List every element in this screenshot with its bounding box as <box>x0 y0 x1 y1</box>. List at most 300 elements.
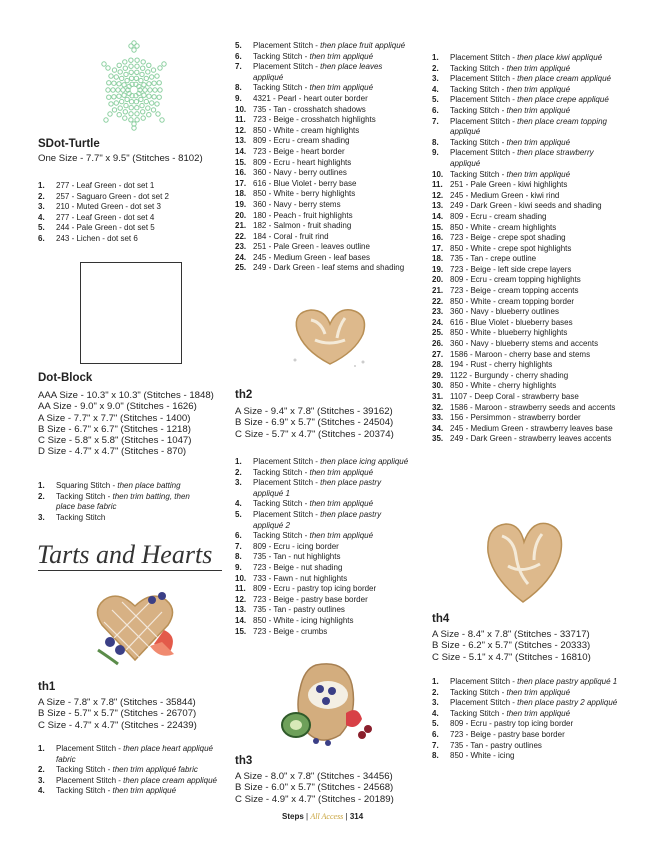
turtle-dot <box>139 97 143 101</box>
th3-title: th3 <box>235 755 253 767</box>
item-text: 210 - Muted Green - dot set 3 <box>56 202 161 212</box>
turtle-dot <box>120 99 124 103</box>
item-number: 13. <box>432 201 444 211</box>
item-instruction: then trim appliqué <box>506 708 571 718</box>
turtle-dot <box>147 94 151 98</box>
item-text: Tacking Stitch - <box>450 137 507 147</box>
turtle-dot <box>135 112 139 116</box>
item-text: Placement Stitch - <box>253 62 321 72</box>
list-item <box>432 741 622 752</box>
list-item <box>38 181 208 192</box>
list-item <box>235 136 410 147</box>
item-number: 29. <box>432 370 444 380</box>
item-instruction: then place cream appliqué <box>517 74 611 84</box>
size-line: D Size - 4.7" x 4.7" (Stitches - 870) <box>38 446 187 458</box>
item-text: 1586 - Maroon - strawberry seeds and accents <box>450 402 616 412</box>
turtle-dot <box>117 94 121 98</box>
list-item <box>235 468 413 479</box>
item-text: 1107 - Deep Coral - strawberry base <box>450 392 579 401</box>
list-item <box>38 744 218 765</box>
turtle-dot <box>123 60 127 64</box>
list-item <box>432 244 622 255</box>
sdot-turtle-title: SDot-Turtle <box>38 138 100 150</box>
item-instruction: then trim appliqué <box>506 105 571 115</box>
item-text: Placement Stitch - <box>253 457 321 466</box>
list-item <box>235 211 410 222</box>
list-item <box>432 297 622 308</box>
item-number: 1. <box>432 677 439 686</box>
item-number: 27. <box>432 349 444 359</box>
item-text: 809 - Ecru - icing border <box>253 541 339 551</box>
item-number: 23. <box>235 242 247 252</box>
item-number: 6. <box>432 105 439 115</box>
item-text: Placement Stitch - <box>450 116 518 126</box>
dot-block-swatch <box>80 262 182 364</box>
item-text: Tacking Stitch - <box>253 83 310 93</box>
list-item <box>432 719 622 730</box>
item-text: Tacking Stitch - <box>450 708 507 718</box>
item-text: 723 - Beige - pastry base border <box>253 594 368 604</box>
item-number: 17. <box>235 178 247 188</box>
list-item <box>235 552 413 563</box>
turtle-dot <box>107 95 111 99</box>
list-item <box>235 478 413 499</box>
item-number: 4. <box>38 212 45 222</box>
list-item <box>235 563 413 574</box>
item-text: 850 - White - icing highlights <box>253 615 354 625</box>
item-text: 182 - Salmon - fruit shading <box>253 221 352 231</box>
list-item <box>235 41 410 52</box>
list-item <box>235 574 413 585</box>
item-text: 277 - Leaf Green - dot set 1 <box>56 181 155 190</box>
item-text: 360 - Navy - blueberry stems and accents <box>450 339 599 349</box>
item-number: 5. <box>235 509 242 519</box>
item-number: 34. <box>432 423 444 433</box>
list-item <box>432 339 622 350</box>
turtle-dot <box>139 78 143 82</box>
item-instruction: then place pastry 2 appliqué <box>517 698 618 708</box>
turtle-dot <box>106 66 110 70</box>
turtle-dot <box>135 58 139 62</box>
turtle-dot <box>150 75 154 79</box>
list-item <box>38 786 218 797</box>
item-number: 3. <box>432 74 439 84</box>
list-item <box>432 371 622 382</box>
turtle-dot <box>152 81 156 85</box>
list-item <box>432 74 622 85</box>
item-text: 723 - Beige - left side crepe layers <box>450 264 572 274</box>
item-text: 735 - Tan - pastry outlines <box>450 740 542 750</box>
list-item <box>432 254 622 265</box>
list-item <box>235 457 413 468</box>
item-text: Tacking Stitch - <box>253 531 310 541</box>
list-item <box>432 95 622 106</box>
list-item <box>38 481 210 492</box>
item-text: 850 - White - cherry highlights <box>450 381 557 391</box>
item-instruction: then place strawberry appliqué <box>450 148 594 168</box>
turtle-dot <box>142 83 146 87</box>
item-instruction: then place leaves appliqué <box>253 62 383 82</box>
item-instruction: then place batting <box>117 481 181 490</box>
item-number: 12. <box>432 190 444 200</box>
item-number: 21. <box>432 286 444 296</box>
item-text: 723 - Beige - heart border <box>253 146 345 156</box>
turtle-dot <box>135 118 139 122</box>
item-number: 2. <box>235 467 242 477</box>
section-rule <box>38 570 222 571</box>
item-text: 180 - Peach - fruit highlights <box>253 210 353 220</box>
item-text: Placement Stitch - <box>450 148 518 158</box>
item-text: 251 - Pale Green - leaves outline <box>253 242 370 252</box>
item-number: 26. <box>432 339 444 349</box>
item-number: 1. <box>38 481 45 490</box>
item-text: 184 - Coral - fruit rind <box>253 231 329 241</box>
item-text: Tacking Stitch - <box>56 786 113 796</box>
th4-list <box>432 677 622 762</box>
item-instruction: then place crepe appliqué <box>517 95 609 105</box>
list-item <box>235 263 410 274</box>
dot-block-sizes <box>38 390 214 458</box>
item-number: 10. <box>235 573 247 583</box>
turtle-dot <box>117 113 121 117</box>
item-number: 25. <box>235 263 247 273</box>
list-item <box>235 105 410 116</box>
item-number: 4. <box>432 708 439 718</box>
list-item <box>432 350 622 361</box>
turtle-dot <box>107 81 111 85</box>
turtle-dot <box>122 93 126 97</box>
item-text: Squaring Stitch - <box>56 481 118 490</box>
turtle-dot <box>147 63 151 67</box>
item-text: Placement Stitch - <box>253 41 321 50</box>
item-number: 17. <box>432 243 444 253</box>
item-text: 809 - Ecru - pastry top icing border <box>253 584 377 594</box>
list-item <box>235 510 413 531</box>
turtle-dot <box>155 102 159 106</box>
item-text: 735 - Tan - crepe outline <box>450 254 537 264</box>
turtle-dot <box>151 108 155 112</box>
list-item <box>432 392 622 403</box>
item-text: 245 - Medium Green - kiwi rind <box>450 190 560 200</box>
item-number: 2. <box>38 765 45 775</box>
item-text: 251 - Pale Green - kiwi highlights <box>450 180 568 190</box>
turtle-dot <box>147 82 151 86</box>
list-item <box>432 688 622 699</box>
size-line: AAA Size - 10.3" x 10.3" (Stitches - 1848) <box>38 390 214 401</box>
th1-list-continued <box>235 41 410 274</box>
turtle-dot <box>112 68 116 72</box>
dot-block-title: Dot-Block <box>38 372 93 384</box>
item-text: 733 - Fawn - nut highlights <box>253 573 348 583</box>
item-text: Tacking Stitch - <box>56 765 113 775</box>
item-number: 33. <box>432 413 444 423</box>
item-number: 18. <box>432 254 444 264</box>
list-item <box>432 307 622 318</box>
dot-block-list <box>38 481 210 523</box>
list-item <box>432 117 622 138</box>
list-item <box>432 138 622 149</box>
item-number: 1. <box>432 53 439 62</box>
sdot-turtle-list <box>38 181 208 245</box>
list-item <box>432 201 622 212</box>
item-text: Placement Stitch - <box>253 478 321 488</box>
item-instruction: then trim appliqué <box>506 137 571 147</box>
item-number: 21. <box>235 221 247 231</box>
item-number: 4. <box>432 84 439 94</box>
list-item <box>38 202 208 213</box>
item-number: 9. <box>432 148 439 158</box>
item-text: Tacking Stitch - <box>450 687 507 697</box>
item-instruction: then trim appliqué <box>112 786 177 796</box>
turtle-dot <box>129 118 133 122</box>
turtle-dot <box>112 81 116 85</box>
item-text: 723 - Beige - cream topping accents <box>450 286 579 296</box>
list-item <box>432 148 622 169</box>
item-number: 11. <box>235 584 246 594</box>
item-number: 22. <box>432 296 444 306</box>
item-number: 13. <box>235 136 247 146</box>
list-item <box>235 126 410 137</box>
item-number: 3. <box>38 512 45 522</box>
page-number: 314 <box>349 812 364 821</box>
item-number: 3. <box>432 698 439 708</box>
size-line: B Size - 6.7" x 6.7" (Stitches - 1218) <box>38 423 191 435</box>
list-item <box>235 189 410 200</box>
th2-title: th2 <box>235 389 253 401</box>
item-text: 850 - White - icing <box>450 751 515 761</box>
list-item <box>235 499 413 510</box>
size-line: A Size - 7.7" x 7.7" (Stitches - 1400) <box>38 412 191 424</box>
item-text: Tacking Stitch - <box>253 51 310 61</box>
item-number: 18. <box>235 189 247 199</box>
turtle-dot <box>129 58 133 62</box>
turtle-dot <box>129 76 133 80</box>
item-text: 809 - Ecru - cream shading <box>253 136 350 146</box>
item-number: 10. <box>432 169 444 179</box>
list-item <box>235 168 410 179</box>
sdot-turtle-size <box>38 153 203 164</box>
th2-pastry-illustration <box>285 300 375 372</box>
turtle-dot <box>120 76 124 80</box>
item-text: Tacking Stitch <box>56 512 106 522</box>
turtle-dot <box>117 82 121 86</box>
item-text: Tacking Stitch - <box>253 467 310 477</box>
turtle-dot <box>129 64 133 68</box>
item-number: 30. <box>432 381 444 391</box>
item-number: 5. <box>432 719 439 729</box>
list-item <box>235 147 410 158</box>
item-number: 12. <box>235 125 247 135</box>
item-number: 1. <box>38 744 45 753</box>
item-instruction: then place cream appliqué <box>123 775 217 785</box>
list-item <box>432 413 622 424</box>
list-item <box>235 253 410 264</box>
list-item <box>235 584 413 595</box>
turtle-dot <box>162 62 166 66</box>
turtle-dot <box>123 116 127 120</box>
list-item <box>432 64 622 75</box>
turtle-dot <box>129 112 133 116</box>
turtle-dot <box>160 118 164 122</box>
list-item <box>432 434 622 445</box>
size-line: B Size - 6.2" x 5.7" (Stitches - 20333) <box>432 640 591 652</box>
item-text: 1122 - Burgundy - cherry shading <box>450 370 569 380</box>
turtle-dot <box>125 78 129 82</box>
item-number: 7. <box>235 62 242 72</box>
turtle-dot <box>157 81 161 85</box>
item-text: 1586 - Maroon - cherry base and stems <box>450 349 591 359</box>
list-item <box>432 360 622 371</box>
list-item <box>432 286 622 297</box>
item-instruction: then trim appliqué <box>309 51 374 61</box>
item-number: 24. <box>235 252 247 262</box>
turtle-dot <box>156 112 160 116</box>
list-item <box>235 52 410 63</box>
item-instruction: then place pastry appliqué 1 <box>253 478 382 498</box>
item-text: 723 - Beige - crosshatch highlights <box>253 115 376 125</box>
list-item <box>235 200 410 211</box>
item-number: 5. <box>432 95 439 105</box>
list-item <box>235 83 410 94</box>
item-number: 3. <box>38 202 45 212</box>
item-number: 1. <box>38 181 45 190</box>
turtle-dot <box>135 70 139 74</box>
item-text: 244 - Pale Green - dot set 5 <box>56 223 155 233</box>
footer-steps: Steps <box>282 812 304 821</box>
turtle-dot <box>106 88 110 92</box>
item-text: 850 - White - cream highlights <box>450 222 557 232</box>
item-text: 4321 - Pearl - heart outer border <box>253 93 368 103</box>
item-instruction: then trim appliqué <box>309 467 374 477</box>
size-line: C Size - 5.7" x 4.7" (Stitches - 20374) <box>235 428 394 440</box>
item-text: Placement Stitch - <box>450 95 518 105</box>
turtle-dot <box>124 103 128 107</box>
item-number: 4. <box>235 499 242 509</box>
turtle-dot <box>141 110 145 114</box>
footer-separator: | <box>306 812 309 821</box>
list-item <box>432 318 622 329</box>
turtle-dot <box>140 72 144 76</box>
item-text: 809 - Ecru - cream topping highlights <box>450 275 581 285</box>
item-instruction: then trim appliqué <box>309 531 374 541</box>
item-instruction: then place pastry appliqué 1 <box>517 677 618 686</box>
list-item <box>432 85 622 96</box>
turtle-dot <box>134 76 138 80</box>
list-item <box>235 627 413 638</box>
item-text: Tacking Stitch - <box>56 491 113 501</box>
turtle-dot <box>121 88 125 92</box>
turtle-dot <box>112 95 116 99</box>
item-number: 23. <box>432 307 444 317</box>
item-number: 28. <box>432 360 444 370</box>
item-number: 7. <box>235 541 242 551</box>
list-item <box>432 698 622 709</box>
item-text: Tacking Stitch - <box>450 105 507 115</box>
th3-sizes <box>235 771 394 805</box>
list-item <box>432 677 622 688</box>
item-number: 7. <box>432 740 439 750</box>
item-instruction: then place icing appliqué <box>320 457 409 466</box>
size-line: One Size - 7.7" x 9.5" (Stitches - 8102) <box>38 153 203 164</box>
item-text: Placement Stitch - <box>56 744 124 753</box>
list-item <box>38 765 218 776</box>
list-item <box>432 265 622 276</box>
item-text: Tacking Stitch - <box>450 169 507 179</box>
item-number: 8. <box>432 751 439 761</box>
item-text: 850 - White - berry highlights <box>253 189 356 199</box>
item-text: 735 - Tan - crosshatch shadows <box>253 104 366 114</box>
list-item <box>432 223 622 234</box>
turtle-dot <box>111 88 115 92</box>
item-number: 9. <box>235 562 242 572</box>
item-text: 735 - Tan - pastry outlines <box>253 605 345 615</box>
item-text: 249 - Dark Green - leaf stems and shading <box>253 263 405 273</box>
turtle-dot <box>141 116 145 120</box>
item-number: 6. <box>38 233 45 243</box>
item-text: 850 - White - cream highlights <box>253 125 360 135</box>
item-text: 245 - Medium Green - leaf bases <box>253 252 370 262</box>
list-item <box>432 381 622 392</box>
item-number: 12. <box>235 594 247 604</box>
list-item <box>38 213 208 224</box>
item-number: 19. <box>235 199 247 209</box>
item-number: 15. <box>432 222 444 232</box>
turtle-dot <box>134 100 138 104</box>
item-number: 14. <box>235 615 247 625</box>
item-text: 616 - Blue Violet - blueberry bases <box>450 317 573 327</box>
size-line: AA Size - 9.0" x 9.0" (Stitches - 1626) <box>38 401 197 413</box>
list-item <box>235 115 410 126</box>
list-item <box>432 106 622 117</box>
list-item <box>235 605 413 616</box>
size-line: C Size - 4.9" x 4.7" (Stitches - 20189) <box>235 793 394 805</box>
item-text: Placement Stitch - <box>56 775 124 785</box>
list-item <box>38 223 208 234</box>
turtle-dot <box>141 60 145 64</box>
item-number: 14. <box>432 211 444 221</box>
turtle-dot <box>129 100 133 104</box>
item-instruction: then trim appliqué <box>309 83 374 93</box>
th3-crepe-illustration <box>276 655 376 747</box>
item-number: 4. <box>38 786 45 796</box>
item-number: 2. <box>432 687 439 697</box>
size-line: A Size - 8.0" x 7.8" (Stitches - 34456) <box>235 771 393 782</box>
turtle-dot <box>123 110 127 114</box>
item-text: Tacking Stitch - <box>253 499 310 509</box>
turtle-dot <box>140 103 144 107</box>
list-item <box>235 232 410 243</box>
item-text: 156 - Persimmon - strawberry border <box>450 413 581 423</box>
item-instruction: then trim appliqué <box>309 499 374 509</box>
item-number: 14. <box>235 146 247 156</box>
item-text: 723 - Beige - nut shading <box>253 562 343 572</box>
item-instruction: then place kiwi appliqué <box>517 53 603 62</box>
item-text: Placement Stitch - <box>450 677 518 686</box>
turtle-dot <box>146 70 150 74</box>
item-text: 360 - Navy - blueberry outlines <box>450 307 559 317</box>
list-item <box>432 233 622 244</box>
list-item <box>235 62 410 83</box>
turtle-dot <box>152 95 156 99</box>
size-line: B Size - 5.7" x 5.7" (Stitches - 26707) <box>38 708 197 720</box>
th1-list <box>38 744 218 797</box>
item-text: 723 - Beige - crumbs <box>253 626 328 636</box>
item-number: 3. <box>38 775 45 785</box>
item-text: 360 - Navy - berry stems <box>253 199 341 209</box>
item-number: 20. <box>235 210 247 220</box>
size-line: B Size - 6.0" x 5.7" (Stitches - 24568) <box>235 782 394 794</box>
turtle-dot <box>132 48 136 52</box>
